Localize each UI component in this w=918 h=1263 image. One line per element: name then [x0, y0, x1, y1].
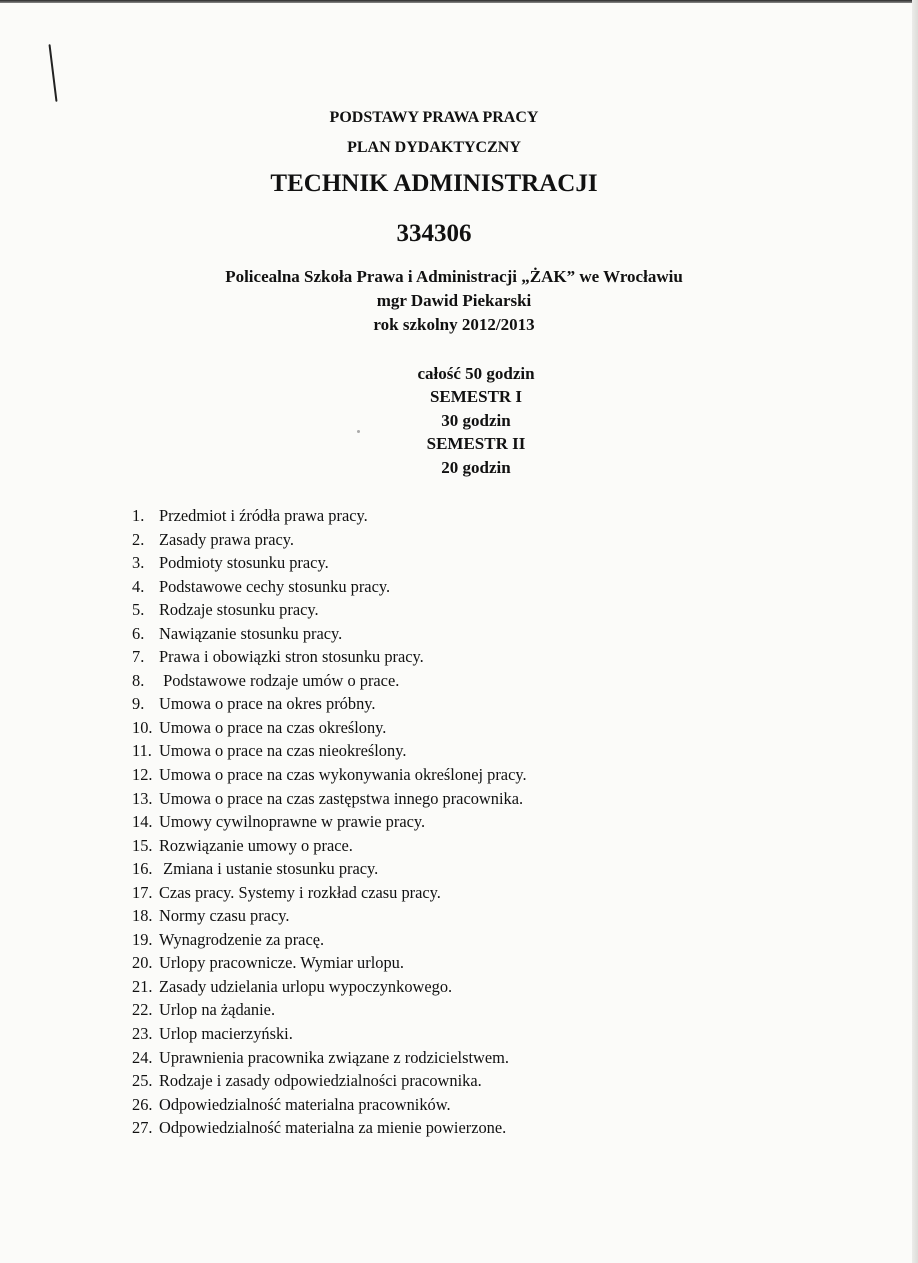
topic-number: 25.: [132, 1071, 153, 1091]
topic-item: [132, 834, 527, 858]
topic-text: Umowa o prace na czas nieokreślony.: [159, 741, 407, 761]
topic-text: Uprawnienia pracownika związane z rodzicielstwem.: [159, 1047, 509, 1067]
topic-text: Odpowiedzialność materialna pracowników.: [159, 1094, 451, 1114]
topic-item: [132, 881, 527, 905]
semester-1-hours: 30 godzin: [441, 411, 511, 430]
topic-number: 18.: [132, 906, 153, 926]
topic-item: [132, 551, 527, 575]
topic-item: [132, 857, 527, 881]
topic-text: Normy czasu pracy.: [159, 906, 290, 926]
topic-number: 5.: [132, 600, 145, 620]
topic-text: Nawiązanie stosunku pracy.: [159, 623, 343, 643]
topic-number: 16.: [132, 859, 153, 879]
topic-item: [132, 622, 527, 646]
topic-number: 24.: [132, 1047, 153, 1067]
topic-item: [132, 763, 527, 787]
topic-number: 9.: [132, 694, 145, 714]
topic-number: 17.: [132, 882, 153, 902]
topic-number: 4.: [132, 576, 145, 596]
school-year: rok szkolny 2012/2013: [373, 315, 535, 334]
topic-item: [132, 1069, 527, 1093]
topic-item: [132, 810, 527, 834]
topic-text: Przedmiot i źródła prawa pracy.: [159, 506, 368, 525]
school-name: Policealna Szkoła Prawa i Administracji „ŻAK” we Wrocławiu: [225, 267, 683, 286]
topic-number: 6.: [132, 623, 145, 643]
pen-mark: [48, 44, 57, 102]
semester-1-label: SEMESTR I: [429, 387, 523, 406]
topic-item: [132, 575, 527, 599]
topic-number: 11.: [132, 741, 152, 761]
topic-number: 13.: [132, 788, 153, 808]
topic-item: [132, 787, 527, 811]
topic-item: [132, 1093, 527, 1117]
profession-code: 334306: [396, 220, 472, 247]
profession-title: TECHNIK ADMINISTRACJI: [270, 170, 598, 197]
topic-text: Podstawowe rodzaje umów o prace.: [159, 670, 400, 690]
topic-list: [132, 504, 527, 1140]
topic-number: 19.: [132, 929, 153, 949]
topic-text: Urlop macierzyński.: [159, 1024, 293, 1044]
topic-item: [132, 669, 527, 693]
topic-item: [132, 1116, 527, 1140]
topic-item: [132, 1022, 527, 1046]
topic-item: [132, 645, 527, 669]
topic-item: [132, 904, 527, 928]
topic-text: Podstawowe cechy stosunku pracy.: [159, 576, 391, 596]
topic-text: Czas pracy. Systemy i rozkład czasu pracy.: [159, 882, 441, 902]
topic-number: 26.: [132, 1094, 153, 1114]
topic-text: Umowa o prace na okres próbny.: [159, 694, 376, 714]
topic-text: Urlopy pracownicze. Wymiar urlopu.: [159, 953, 404, 973]
topic-text: Umowa o prace na czas zastępstwa innego pracownika.: [159, 788, 524, 808]
topic-item: [132, 598, 527, 622]
topic-text: Umowy cywilnoprawne w prawie pracy.: [159, 812, 426, 832]
plan-title: PLAN DYDAKTYCZNY: [347, 139, 521, 156]
semester-2-label: SEMESTR II: [426, 434, 526, 453]
topic-number: 21.: [132, 976, 153, 996]
topic-text: Zasady udzielania urlopu wypoczynkowego.: [159, 976, 453, 996]
topic-number: 8.: [132, 670, 145, 690]
subject-title: PODSTAWY PRAWA PRACY: [329, 109, 539, 126]
topic-text: Odpowiedzialność materialna za mienie powierzone.: [159, 1118, 507, 1138]
topic-number: 3.: [132, 553, 145, 573]
topic-item: [132, 975, 527, 999]
topic-text: Urlop na żądanie.: [159, 1000, 276, 1020]
topic-number: 14.: [132, 812, 153, 832]
topic-text: Podmioty stosunku pracy.: [159, 553, 329, 573]
topic-text: Umowa o prace na czas wykonywania określonej pracy.: [159, 765, 527, 785]
topic-text: Wynagrodzenie za pracę.: [159, 929, 325, 949]
topic-number: 15.: [132, 835, 153, 855]
scan-edge-top: [0, 0, 918, 3]
topic-number: 20.: [132, 953, 153, 973]
topic-text: Prawa i obowiązki stron stosunku pracy.: [159, 647, 424, 667]
topic-item: [132, 951, 527, 975]
topic-number: 2.: [132, 529, 145, 549]
topic-item: [132, 692, 527, 716]
topic-item: [132, 528, 527, 552]
scan-edge-right: [912, 0, 918, 1263]
teacher-name: mgr Dawid Piekarski: [376, 291, 532, 310]
semester-2-hours: 20 godzin: [441, 458, 511, 477]
topic-number: 27.: [132, 1118, 153, 1138]
topic-text: Rodzaje stosunku pracy.: [159, 600, 319, 620]
topic-number: 22.: [132, 1000, 153, 1020]
topic-number: 12.: [132, 765, 153, 785]
topic-item: [132, 998, 527, 1022]
topic-item: [132, 716, 527, 740]
topic-number: 10.: [132, 717, 153, 737]
total-hours: całość 50 godzin: [417, 364, 535, 383]
topic-item: [132, 504, 527, 528]
topic-text: Zmiana i ustanie stosunku pracy.: [159, 859, 379, 879]
topic-text: Rozwiązanie umowy o prace.: [159, 835, 353, 855]
topic-text: Rodzaje i zasady odpowiedzialności pracownika.: [159, 1071, 482, 1091]
topic-number: 1.: [132, 506, 145, 525]
topic-item: [132, 739, 527, 763]
topic-number: 23.: [132, 1024, 153, 1044]
topic-item: [132, 1046, 527, 1070]
topic-text: Umowa o prace na czas określony.: [159, 717, 387, 737]
topic-text: Zasady prawa pracy.: [159, 529, 294, 549]
topic-item: [132, 928, 527, 952]
topic-number: 7.: [132, 647, 145, 667]
